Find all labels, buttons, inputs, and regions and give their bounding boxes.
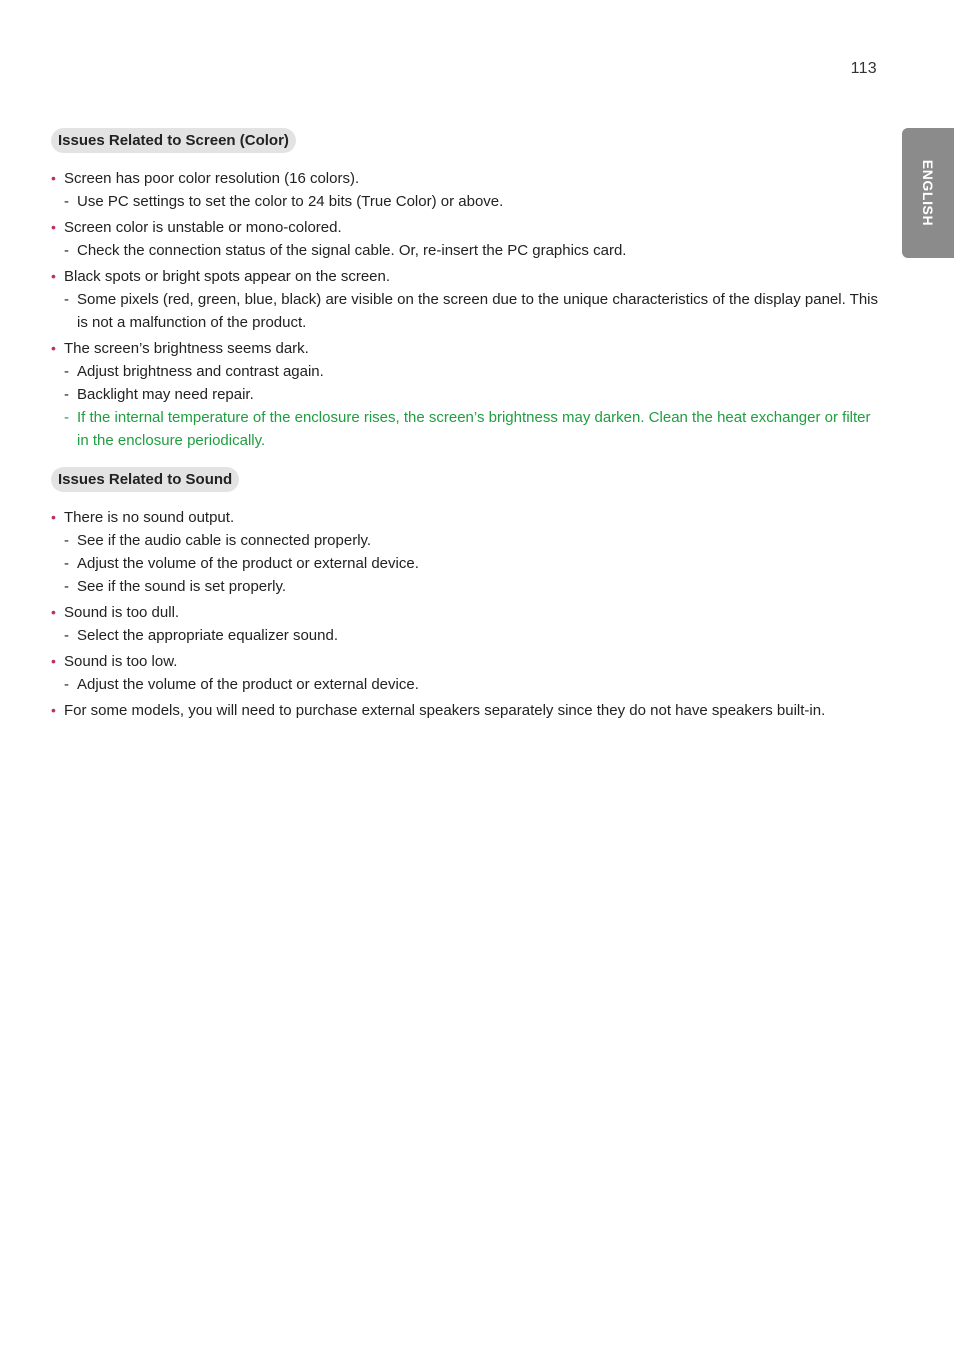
solution-item: [64, 529, 881, 552]
section-screen-color: [51, 128, 881, 455]
issue-text: Sound is too dull.: [64, 604, 180, 621]
issue-item: [51, 216, 881, 262]
section-sound: [51, 467, 881, 725]
solution-text: Select the appropriate equalizer sound.: [77, 627, 339, 644]
solution-item-highlighted: [64, 406, 881, 452]
issue-item: [51, 265, 881, 334]
issue-text: The screen’s brightness seems dark.: [64, 340, 309, 357]
dash-icon: -: [64, 409, 69, 426]
solution-text: Check the connection status of the signal cable. Or, re-insert the PC graphics card.: [77, 242, 627, 259]
issue-text: There is no sound output.: [64, 509, 235, 526]
solution-text: See if the sound is set properly.: [77, 578, 287, 595]
solution-item: [64, 190, 881, 213]
issue-text: Screen color is unstable or mono-colored.: [64, 219, 342, 236]
bullet-icon: •: [51, 509, 56, 525]
issue-list: [51, 506, 881, 722]
solution-text: Some pixels (red, green, blue, black) are visible on the screen due to the unique characteristics of the display panel. This is not a malfunction of the product.: [77, 291, 878, 331]
dash-icon: -: [64, 386, 69, 403]
bullet-icon: •: [51, 340, 56, 356]
solution-text: Adjust the volume of the product or external device.: [77, 555, 419, 572]
dash-icon: -: [64, 627, 69, 644]
issue-item: [51, 601, 881, 647]
dash-icon: -: [64, 532, 69, 549]
solution-item: [64, 383, 881, 406]
issue-item: [51, 650, 881, 696]
dash-icon: -: [64, 193, 69, 210]
solution-item: [64, 624, 881, 647]
solution-text: See if the audio cable is connected properly.: [77, 532, 372, 549]
bullet-icon: •: [51, 170, 56, 186]
issue-text: For some models, you will need to purchase external speakers separately since they do not have speakers built-in.: [64, 702, 826, 719]
language-tab-label: ENGLISH: [920, 159, 936, 227]
dash-icon: -: [64, 676, 69, 693]
solution-item: [64, 288, 881, 334]
solution-text: Adjust brightness and contrast again.: [77, 363, 324, 380]
solution-text: If the internal temperature of the enclosure rises, the screen’s brightness may darken. Clean the heat exchanger or filter in the enclosure periodically.: [77, 409, 871, 449]
dash-icon: -: [64, 555, 69, 572]
page-number: 113: [850, 60, 877, 77]
issue-text: Sound is too low.: [64, 653, 178, 670]
solution-item: [64, 360, 881, 383]
bullet-icon: •: [51, 604, 56, 620]
solution-text: Use PC settings to set the color to 24 bits (True Color) or above.: [77, 193, 504, 210]
bullet-icon: •: [51, 268, 56, 284]
section-heading: Issues Related to Sound: [51, 467, 239, 492]
solution-item: [64, 673, 881, 696]
issue-text: Screen has poor color resolution (16 colors).: [64, 170, 360, 187]
bullet-icon: •: [51, 219, 56, 235]
section-heading: Issues Related to Screen (Color): [51, 128, 296, 153]
bullet-icon: •: [51, 653, 56, 669]
issue-item: [51, 337, 881, 452]
language-tab: [902, 128, 954, 258]
dash-icon: -: [64, 578, 69, 595]
solution-text: Adjust the volume of the product or external device.: [77, 676, 419, 693]
dash-icon: -: [64, 363, 69, 380]
dash-icon: -: [64, 242, 69, 259]
issue-text: Black spots or bright spots appear on the screen.: [64, 268, 391, 285]
issue-item: [51, 167, 881, 213]
dash-icon: -: [64, 291, 69, 308]
bullet-icon: •: [51, 702, 56, 718]
solution-item: [64, 552, 881, 575]
issue-item: [51, 699, 881, 722]
issue-item: [51, 506, 881, 598]
solution-text: Backlight may need repair.: [77, 386, 254, 403]
issue-list: [51, 167, 881, 452]
solution-item: [64, 575, 881, 598]
solution-item: [64, 239, 881, 262]
